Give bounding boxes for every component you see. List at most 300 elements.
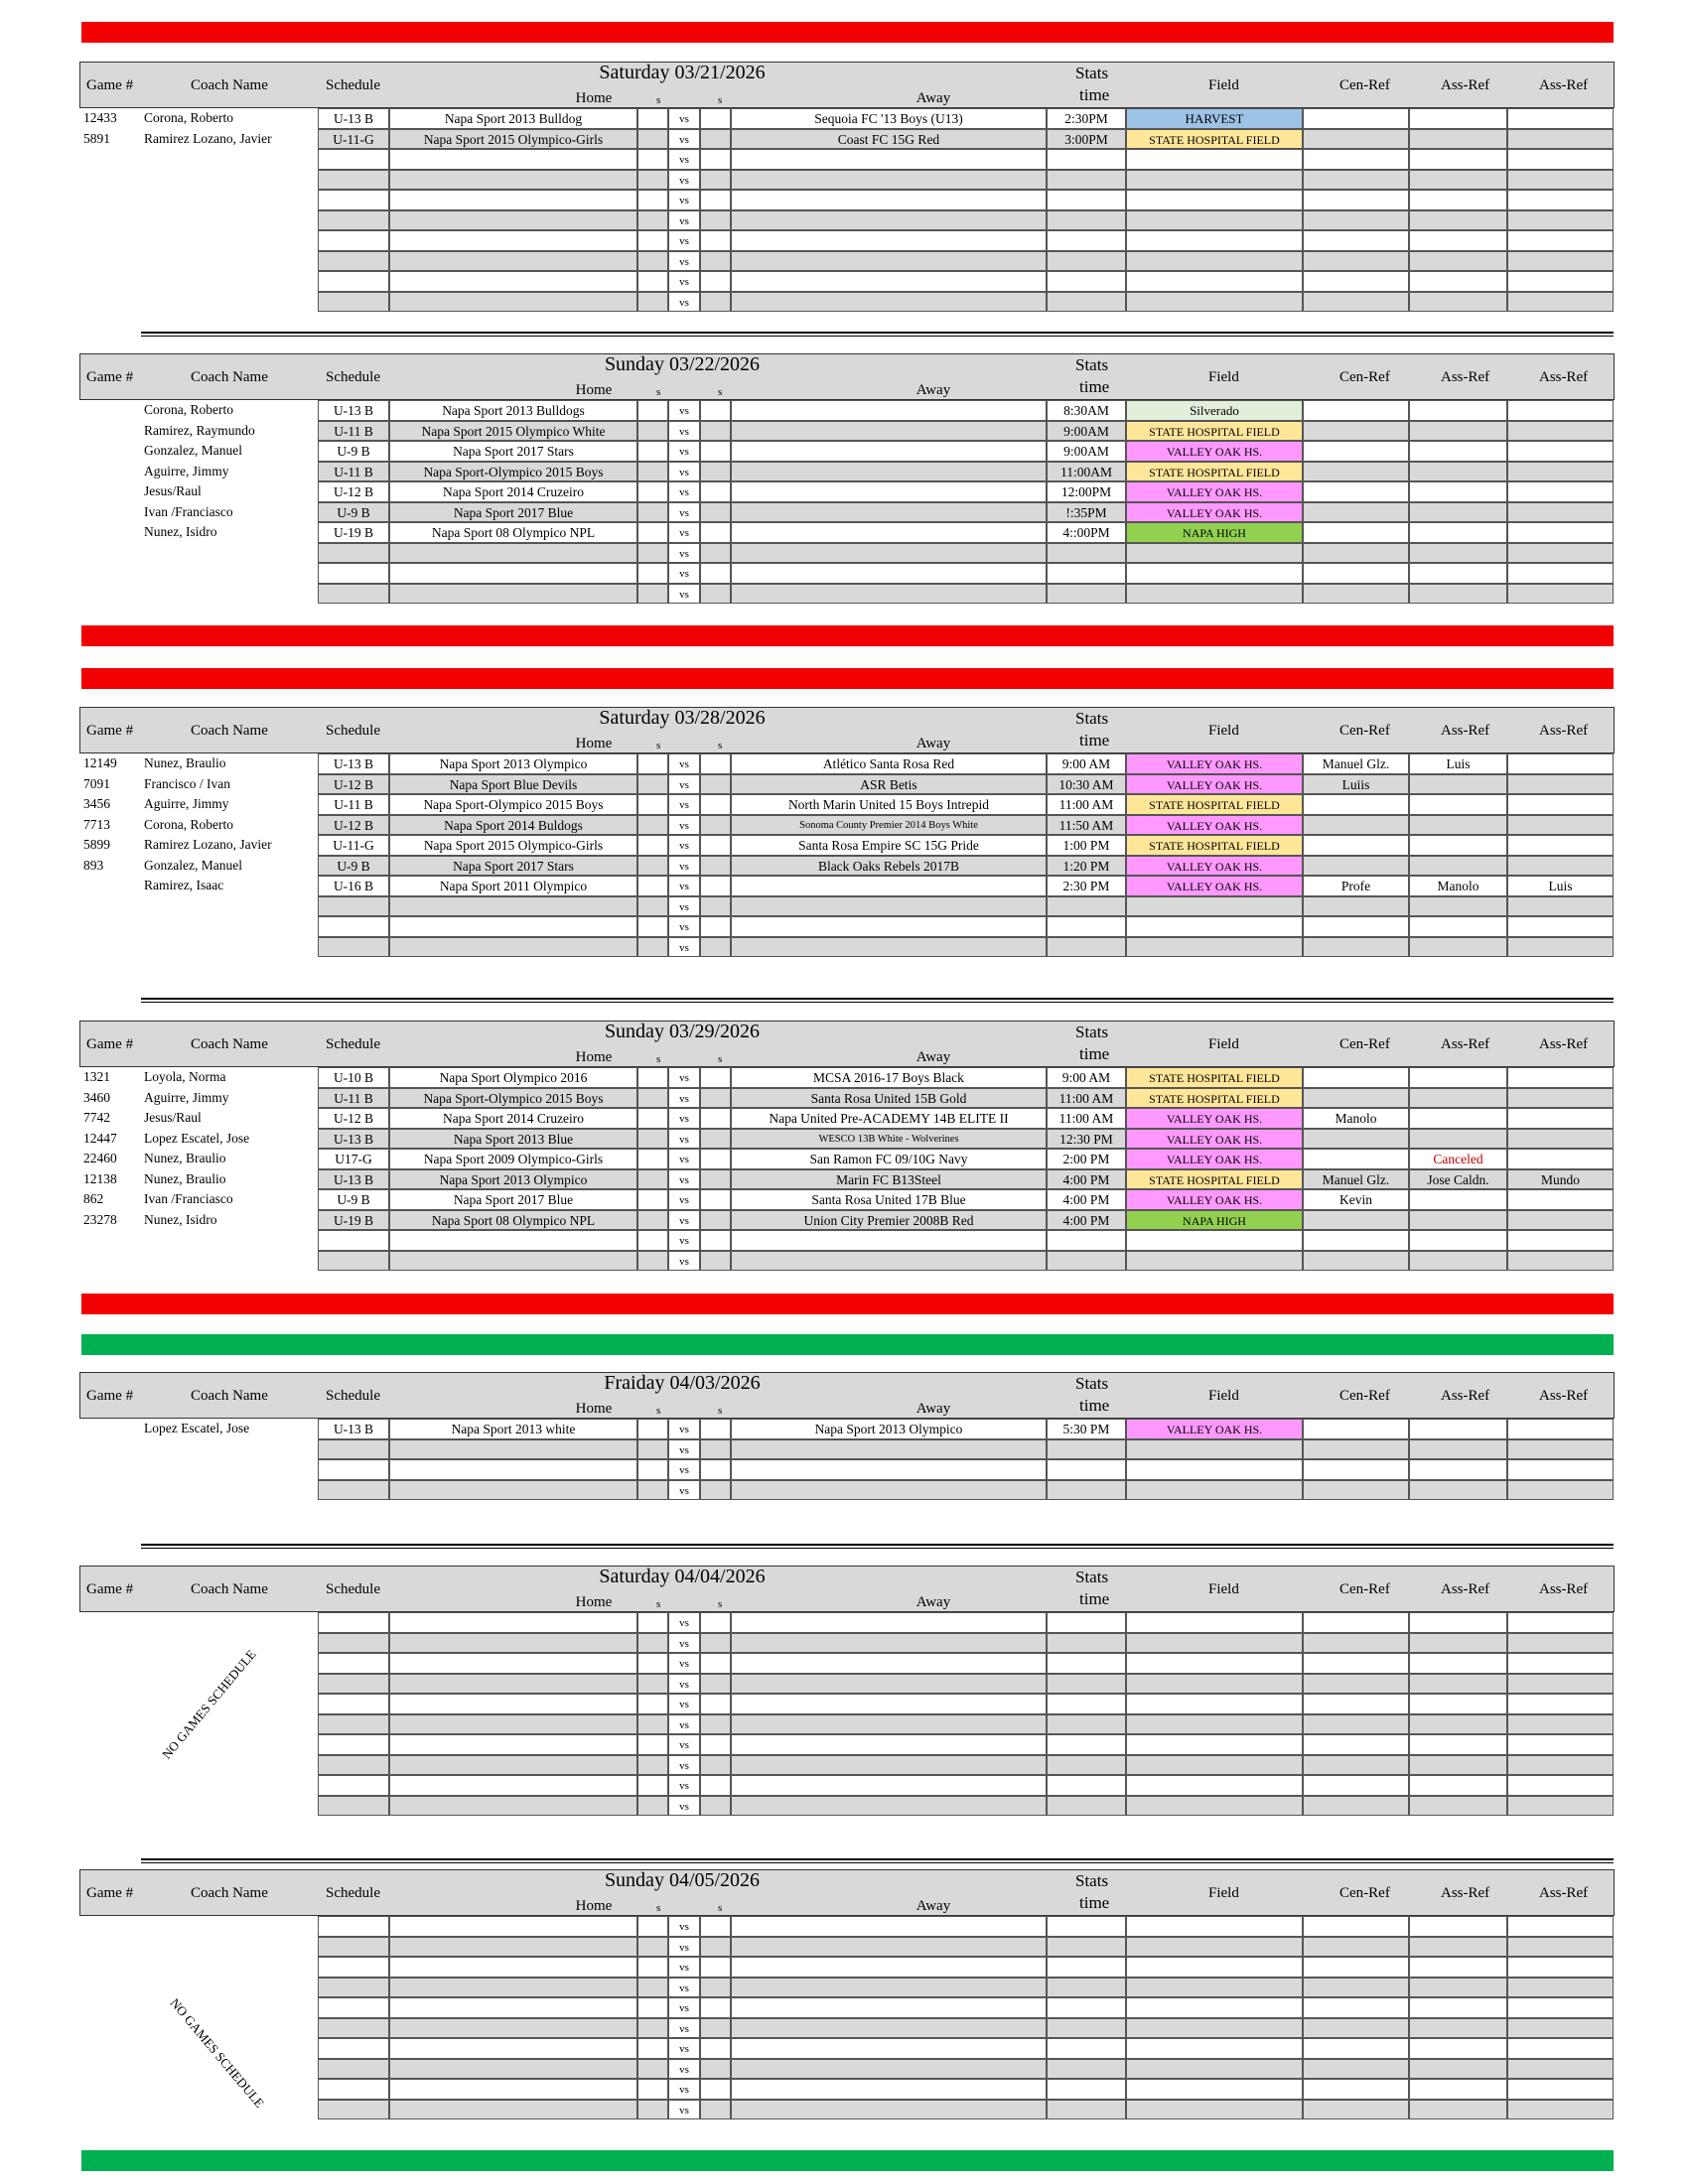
vs-label: vs — [668, 1088, 700, 1109]
coach-name — [144, 1439, 313, 1460]
assistant-referee-1 — [1409, 2038, 1507, 2059]
assistant-referee-2 — [1507, 292, 1614, 313]
center-referee — [1303, 916, 1409, 937]
center-referee — [1303, 1480, 1409, 1501]
assistant-referee-1 — [1409, 251, 1507, 272]
away-score — [700, 129, 731, 150]
game-number — [83, 400, 139, 421]
coach-name — [144, 271, 313, 292]
assistant-referee-2 — [1507, 815, 1614, 836]
away-team: Atlético Santa Rosa Red — [731, 753, 1047, 774]
assistant-referee-1 — [1409, 774, 1507, 795]
header-assistant-ref: Ass-Ref — [1539, 1388, 1589, 1404]
age-division — [318, 1714, 389, 1735]
header-stats: Stats — [1075, 709, 1109, 728]
away-team — [731, 441, 1047, 462]
away-team: Napa United Pre-ACADEMY 14B ELITE II — [731, 1108, 1047, 1129]
away-team — [731, 1796, 1047, 1817]
assistant-referee-1 — [1409, 271, 1507, 292]
home-team: Napa Sport 2017 Blue — [389, 1189, 637, 1210]
assistant-referee-1 — [1409, 1459, 1507, 1480]
coach-name: Lopez Escatel, Jose — [144, 1130, 250, 1146]
assistant-referee-1 — [1409, 1480, 1507, 1501]
header-schedule: Schedule — [326, 723, 380, 739]
header-home: Home — [575, 90, 613, 106]
table-row — [79, 815, 1615, 836]
away-score — [700, 916, 731, 937]
age-division: U-11 B — [318, 462, 389, 482]
home-score — [637, 1674, 668, 1695]
table-row — [79, 1251, 1615, 1272]
away-score — [700, 1230, 731, 1251]
field-location — [1126, 1251, 1303, 1272]
game-time — [1047, 1633, 1126, 1654]
coach-name: Ramirez, Raymundo — [144, 422, 255, 438]
vs-label: vs — [668, 1775, 700, 1796]
table-row — [79, 1419, 1615, 1439]
game-time — [1047, 1916, 1126, 1937]
assistant-referee-1 — [1409, 170, 1507, 191]
away-score — [700, 421, 731, 442]
center-referee: Manuel Glz. — [1303, 1169, 1409, 1190]
game-time: 9:00AM — [1047, 421, 1126, 442]
home-score — [637, 1129, 668, 1150]
home-score — [637, 1978, 668, 1998]
field-location: NAPA HIGH — [1126, 1210, 1303, 1231]
coach-name: Jesus/Raul — [144, 1110, 202, 1125]
game-number — [83, 1419, 139, 1439]
game-time: 8:30AM — [1047, 400, 1126, 421]
away-team: MCSA 2016-17 Boys Black — [731, 1067, 1047, 1088]
home-team — [389, 170, 637, 191]
assistant-referee-1 — [1409, 210, 1507, 231]
away-team — [731, 2038, 1047, 2059]
header-stats: Stats — [1075, 1568, 1109, 1586]
home-score — [637, 1775, 668, 1796]
game-number — [83, 1978, 139, 1998]
age-division — [318, 1755, 389, 1776]
home-team — [389, 1674, 637, 1695]
field-location: VALLEY OAK HS. — [1126, 481, 1303, 502]
coach-name — [144, 543, 313, 564]
coach-name: Ramirez, Isaac — [144, 878, 224, 892]
center-referee — [1303, 1734, 1409, 1755]
field-location — [1126, 271, 1303, 292]
assistant-referee-2 — [1507, 916, 1614, 937]
assistant-referee-1 — [1409, 1714, 1507, 1735]
header-game-number: Game # — [86, 723, 134, 739]
vs-label: vs — [668, 794, 700, 815]
assistant-referee-1 — [1409, 1997, 1507, 2018]
vs-label: vs — [668, 1439, 700, 1460]
vs-label: vs — [668, 1916, 700, 1937]
assistant-referee-2 — [1507, 210, 1614, 231]
schedule-block — [79, 353, 1615, 604]
home-score — [637, 108, 668, 129]
assistant-referee-2 — [1507, 753, 1614, 774]
game-time: !:35PM — [1047, 502, 1126, 523]
assistant-referee-2 — [1507, 1997, 1614, 2018]
game-number — [83, 1957, 139, 1978]
center-referee — [1303, 502, 1409, 523]
away-score — [700, 1189, 731, 1210]
home-score — [637, 210, 668, 231]
game-number — [83, 1612, 139, 1633]
vs-label: vs — [668, 1169, 700, 1190]
away-team — [731, 210, 1047, 231]
table-row — [79, 2059, 1615, 2080]
assistant-referee-1 — [1409, 1796, 1507, 1817]
game-number: 12447 — [83, 1130, 117, 1146]
age-division: U-12 B — [318, 774, 389, 795]
home-score — [637, 481, 668, 502]
vs-label: vs — [668, 1189, 700, 1210]
away-score — [700, 2059, 731, 2080]
center-referee — [1303, 251, 1409, 272]
age-division — [318, 1978, 389, 1998]
day-date-title: Saturday 03/21/2026 — [599, 62, 766, 83]
game-number — [83, 441, 139, 462]
age-division — [318, 1775, 389, 1796]
header-coach-name: Coach Name — [191, 1581, 268, 1597]
header-game-number: Game # — [86, 1885, 134, 1901]
table-row — [79, 856, 1615, 877]
vs-label: vs — [668, 876, 700, 896]
game-number — [83, 2059, 139, 2080]
center-referee — [1303, 2018, 1409, 2039]
table-row — [79, 753, 1615, 774]
header-away: Away — [915, 90, 951, 106]
table-row — [79, 149, 1615, 170]
table-row — [79, 2100, 1615, 2120]
coach-name: Jesus/Raul — [144, 483, 202, 498]
away-team — [731, 170, 1047, 191]
assistant-referee-1 — [1409, 584, 1507, 605]
age-division — [318, 1230, 389, 1251]
center-referee — [1303, 522, 1409, 543]
green-divider-bar — [81, 2150, 1614, 2171]
center-referee — [1303, 1714, 1409, 1735]
field-location — [1126, 1230, 1303, 1251]
age-division: U-13 B — [318, 400, 389, 421]
field-location: STATE HOSPITAL FIELD — [1126, 794, 1303, 815]
assistant-referee-1 — [1409, 543, 1507, 564]
table-row — [79, 190, 1615, 210]
center-referee — [1303, 441, 1409, 462]
away-team — [731, 1714, 1047, 1735]
home-score — [637, 190, 668, 210]
header-stats: Stats — [1075, 1374, 1109, 1393]
no-games-note: NO GAMES SCHEDULE — [167, 1995, 268, 2111]
header-coach-name: Coach Name — [191, 1036, 268, 1052]
table-row — [79, 1714, 1615, 1735]
assistant-referee-2 — [1507, 230, 1614, 251]
game-number — [83, 1633, 139, 1654]
home-score — [637, 876, 668, 896]
assistant-referee-1 — [1409, 1957, 1507, 1978]
away-team: Union City Premier 2008B Red — [731, 1210, 1047, 1231]
home-score — [637, 1189, 668, 1210]
header-assistant-ref: Ass-Ref — [1539, 1581, 1589, 1597]
header-center-ref: Cen-Ref — [1339, 1036, 1390, 1052]
field-location — [1126, 1916, 1303, 1937]
assistant-referee-2 — [1507, 2038, 1614, 2059]
home-team — [389, 190, 637, 210]
vs-label: vs — [668, 1714, 700, 1735]
away-team: North Marin United 15 Boys Intrepid — [731, 794, 1047, 815]
home-score — [637, 421, 668, 442]
header-score: s — [656, 1053, 661, 1065]
away-score — [700, 502, 731, 523]
game-time: 9:00 AM — [1047, 753, 1126, 774]
game-time — [1047, 1937, 1126, 1958]
field-location: VALLEY OAK HS. — [1126, 815, 1303, 836]
away-score — [700, 1694, 731, 1714]
game-number — [83, 502, 139, 523]
away-team: Black Oaks Rebels 2017B — [731, 856, 1047, 877]
age-division — [318, 937, 389, 958]
assistant-referee-2 — [1507, 896, 1614, 917]
game-time: 9:00AM — [1047, 441, 1126, 462]
assistant-referee-1 — [1409, 2059, 1507, 2080]
away-score — [700, 1978, 731, 1998]
header-center-ref: Cen-Ref — [1339, 1388, 1390, 1404]
coach-name: Aguirre, Jimmy — [144, 796, 229, 811]
header-home: Home — [575, 1049, 613, 1065]
away-team — [731, 584, 1047, 605]
assistant-referee-2 — [1507, 400, 1614, 421]
away-score — [700, 1419, 731, 1439]
game-number — [83, 1916, 139, 1937]
assistant-referee-2 — [1507, 1653, 1614, 1674]
game-number: 7713 — [83, 816, 110, 832]
home-score — [637, 1439, 668, 1460]
field-location: STATE HOSPITAL FIELD — [1126, 129, 1303, 150]
age-division — [318, 170, 389, 191]
away-team: Sequoia FC '13 Boys (U13) — [731, 108, 1047, 129]
assistant-referee-1 — [1409, 1694, 1507, 1714]
away-score — [700, 2038, 731, 2059]
header-assistant-ref: Ass-Ref — [1539, 1036, 1589, 1052]
coach-name — [144, 916, 313, 937]
game-number: 862 — [83, 1191, 104, 1206]
game-number — [83, 1796, 139, 1817]
field-location — [1126, 937, 1303, 958]
day-date-title: Sunday 03/29/2026 — [604, 1021, 761, 1042]
home-score — [637, 1653, 668, 1674]
assistant-referee-2 — [1507, 129, 1614, 150]
header-away: Away — [915, 1898, 951, 1914]
away-team — [731, 1439, 1047, 1460]
age-division: U-11 B — [318, 421, 389, 442]
coach-name: Nunez, Isidro — [144, 524, 217, 539]
table-row — [79, 1439, 1615, 1460]
game-time — [1047, 1714, 1126, 1735]
away-team — [731, 937, 1047, 958]
assistant-referee-2 — [1507, 1129, 1614, 1150]
home-team: Napa Sport 2017 Stars — [389, 856, 637, 877]
vs-label: vs — [668, 210, 700, 231]
table-row — [79, 835, 1615, 856]
home-team — [389, 230, 637, 251]
away-score — [700, 1612, 731, 1633]
vs-label: vs — [668, 1734, 700, 1755]
header-coach-name: Coach Name — [191, 723, 268, 739]
assistant-referee-2 — [1507, 170, 1614, 191]
coach-name — [144, 2100, 313, 2120]
assistant-referee-1 — [1409, 937, 1507, 958]
game-number — [83, 1997, 139, 2018]
schedule-block — [79, 1566, 1615, 1816]
game-number: 7091 — [83, 775, 110, 791]
game-number — [83, 916, 139, 937]
assistant-referee-1 — [1409, 1108, 1507, 1129]
table-row — [79, 1108, 1615, 1129]
header-game-number: Game # — [86, 1581, 134, 1597]
away-score — [700, 1734, 731, 1755]
vs-label: vs — [668, 1149, 700, 1169]
game-time: 2:30PM — [1047, 108, 1126, 129]
field-location — [1126, 2079, 1303, 2100]
coach-name — [144, 170, 313, 191]
assistant-referee-2 — [1507, 1230, 1614, 1251]
age-division: U-13 B — [318, 1419, 389, 1439]
away-score — [700, 2079, 731, 2100]
game-number — [83, 2038, 139, 2059]
age-division: U-12 B — [318, 1108, 389, 1129]
field-location — [1126, 1694, 1303, 1714]
table-row — [79, 1957, 1615, 1978]
center-referee — [1303, 271, 1409, 292]
header-away: Away — [915, 1049, 951, 1065]
field-location — [1126, 1674, 1303, 1695]
home-score — [637, 1755, 668, 1776]
coach-name — [144, 1480, 313, 1501]
assistant-referee-2 — [1507, 584, 1614, 605]
assistant-referee-2 — [1507, 1916, 1614, 1937]
schedule-block — [79, 62, 1615, 312]
field-location — [1126, 1633, 1303, 1654]
home-team — [389, 543, 637, 564]
game-time — [1047, 1755, 1126, 1776]
coach-name: Nunez, Braulio — [144, 1151, 226, 1165]
field-location — [1126, 149, 1303, 170]
center-referee — [1303, 1210, 1409, 1231]
away-team — [731, 400, 1047, 421]
table-row — [79, 1189, 1615, 1210]
vs-label: vs — [668, 190, 700, 210]
table-row — [79, 129, 1615, 150]
coach-name — [144, 1916, 313, 1937]
home-team — [389, 2018, 637, 2039]
table-row — [79, 1937, 1615, 1958]
assistant-referee-1: Jose Caldn. — [1409, 1169, 1507, 1190]
field-location — [1126, 230, 1303, 251]
header-game-number: Game # — [86, 77, 134, 93]
game-number: 3460 — [83, 1089, 110, 1105]
center-referee — [1303, 1653, 1409, 1674]
coach-name — [144, 896, 313, 917]
assistant-referee-1 — [1409, 916, 1507, 937]
table-row — [79, 210, 1615, 231]
home-team — [389, 1775, 637, 1796]
table-row — [79, 1459, 1615, 1480]
assistant-referee-2: Mundo — [1507, 1169, 1614, 1190]
home-score — [637, 584, 668, 605]
assistant-referee-1 — [1409, 481, 1507, 502]
home-score — [637, 563, 668, 584]
center-referee — [1303, 108, 1409, 129]
table-row — [79, 876, 1615, 896]
vs-label: vs — [668, 1674, 700, 1695]
vs-label: vs — [668, 129, 700, 150]
game-time: 11:00 AM — [1047, 1108, 1126, 1129]
home-score — [637, 794, 668, 815]
field-location — [1126, 1937, 1303, 1958]
game-number — [83, 1775, 139, 1796]
away-score — [700, 1916, 731, 1937]
home-score — [637, 271, 668, 292]
away-score — [700, 462, 731, 482]
home-team — [389, 896, 637, 917]
game-time — [1047, 1480, 1126, 1501]
header-home: Home — [575, 1898, 613, 1914]
home-team: Napa Sport 2013 Blue — [389, 1129, 637, 1150]
center-referee — [1303, 149, 1409, 170]
coach-name: Nunez, Braulio — [144, 1170, 226, 1186]
home-team: Napa Sport 2017 Stars — [389, 441, 637, 462]
header-score: s — [718, 740, 723, 751]
away-score — [700, 2018, 731, 2039]
schedule-block — [79, 1021, 1615, 1271]
home-score — [637, 1230, 668, 1251]
vs-label: vs — [668, 271, 700, 292]
header-schedule: Schedule — [326, 1388, 380, 1404]
game-time: 4:00 PM — [1047, 1189, 1126, 1210]
home-score — [637, 896, 668, 917]
center-referee — [1303, 462, 1409, 482]
age-division: U-13 B — [318, 1169, 389, 1190]
assistant-referee-1 — [1409, 1067, 1507, 1088]
coach-name — [144, 251, 313, 272]
game-time — [1047, 916, 1126, 937]
away-team — [731, 271, 1047, 292]
home-team — [389, 210, 637, 231]
center-referee — [1303, 1439, 1409, 1460]
game-number — [83, 2018, 139, 2039]
table-row — [79, 502, 1615, 523]
field-location: VALLEY OAK HS. — [1126, 1108, 1303, 1129]
away-team — [731, 1674, 1047, 1695]
header-schedule: Schedule — [326, 77, 380, 93]
header-coach-name: Coach Name — [191, 369, 268, 385]
assistant-referee-2 — [1507, 1210, 1614, 1231]
field-location: STATE HOSPITAL FIELD — [1126, 1088, 1303, 1109]
center-referee — [1303, 1129, 1409, 1150]
away-score — [700, 896, 731, 917]
away-team — [731, 1916, 1047, 1937]
double-rule — [141, 1544, 1614, 1549]
table-row — [79, 1129, 1615, 1150]
assistant-referee-2 — [1507, 1419, 1614, 1439]
assistant-referee-2 — [1507, 1674, 1614, 1695]
table-row — [79, 584, 1615, 605]
double-rule — [141, 998, 1614, 1003]
table-row — [79, 2038, 1615, 2059]
coach-name: Nunez, Braulio — [144, 755, 226, 770]
coach-name: Francisco / Ivan — [144, 775, 230, 791]
age-division — [318, 2100, 389, 2120]
